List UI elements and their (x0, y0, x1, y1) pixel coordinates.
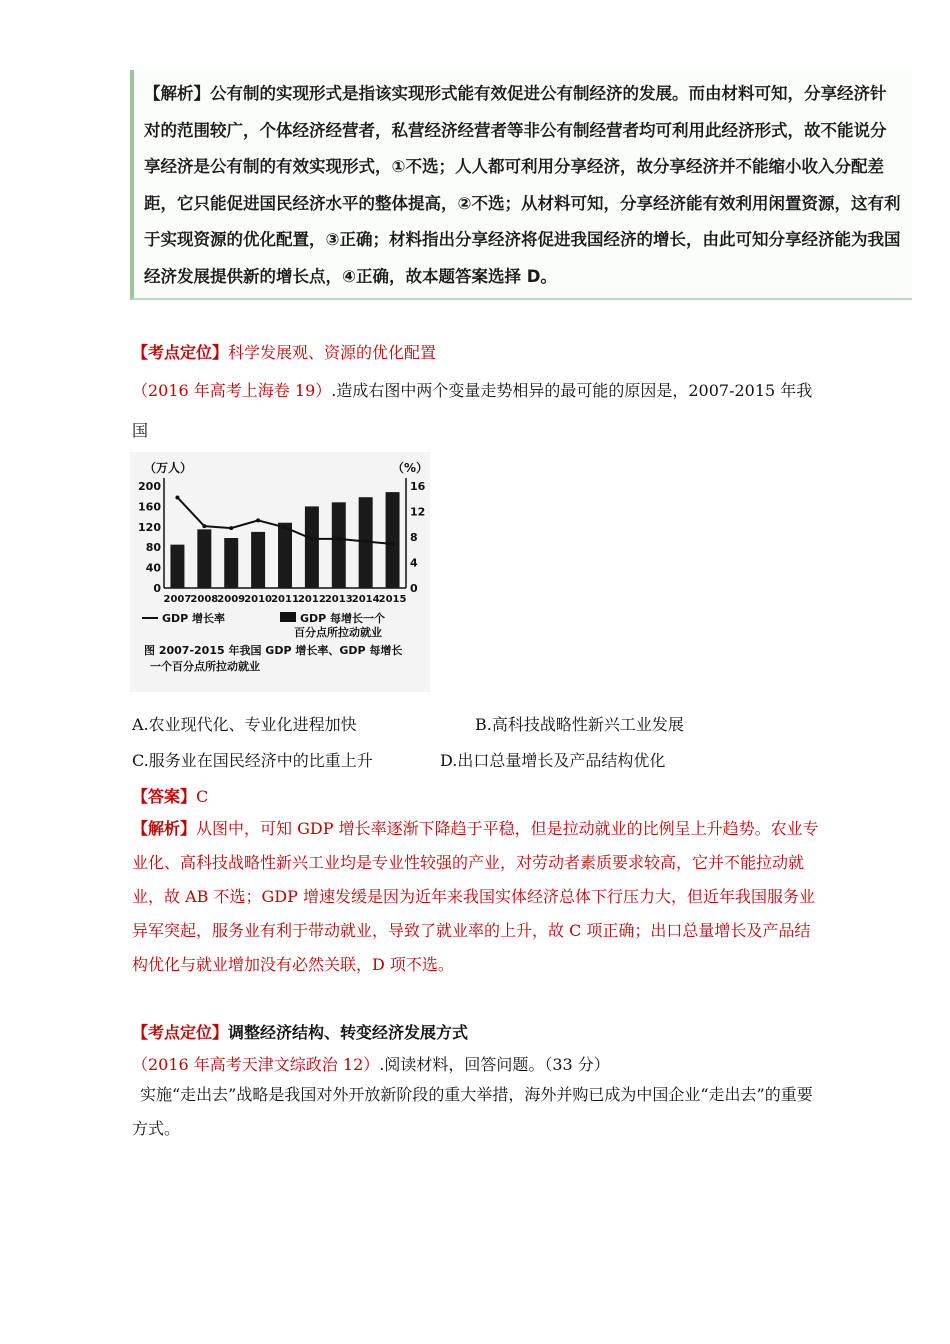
gdp-point-2008 (202, 524, 206, 528)
gdp-point-2007 (175, 495, 179, 499)
question-2-stem (132, 1052, 610, 1075)
chart-caption-1: 图 2007-2015 年我国 GDP 增长率、GDP 每增长 (144, 644, 403, 657)
kaodian-text: 科学发展观、资源的优化配置 (228, 343, 437, 362)
analysis-text: 从图中，可知 GDP 增长率逐渐下降趋于平稳，但是拉动就业的比例呈上升趋势。农业专业化、高科技战略性新兴工业均是专业性较强的产业，对劳动者素质要求较高，它并不能拉动就业，故 AB 不选；GDP 增速发缓是因为近年来我国实体经济总体下行压力大，但近年我国服务业异军突起，服务业有利于带动就业，导致了就业率的上升，故 C 项正确；出口总量增长及产品结构优化与就业增加没有必然关联，D 项不选。 (132, 819, 819, 974)
left-tick-label: 120 (138, 520, 161, 534)
left-tick-label: 0 (153, 582, 161, 595)
gdp-point-2011 (283, 525, 287, 529)
bar-2012 (305, 506, 319, 588)
employment-gdp-chart (130, 452, 430, 692)
right-tick-label: 4 (410, 556, 418, 570)
right-tick-label: 16 (410, 480, 426, 493)
x-tick-label: 2008 (190, 594, 219, 605)
bar-2007 (170, 545, 184, 588)
left-tick-label: 40 (145, 561, 161, 575)
left-axis-unit: （万人） (144, 461, 193, 475)
legend-bar-label-2: 百分点所拉动就业 (294, 626, 382, 639)
gdp-point-2009 (229, 526, 233, 530)
x-tick-label: 2010 (244, 594, 273, 605)
right-tick-label: 12 (410, 505, 426, 519)
chart-svg (130, 452, 430, 692)
analysis-label: 【解析】 (132, 819, 197, 838)
answer-label: 【答案】 (132, 787, 197, 806)
legend-line-label: GDP 增长率 (162, 612, 226, 625)
kaodian-label: 【考点定位】 (132, 343, 229, 362)
chart-caption-2: 一个百分点所拉动就业 (150, 660, 260, 673)
kaodian-1 (132, 340, 436, 363)
gdp-point-2014 (364, 539, 368, 543)
question-1-stem-line2: 国 (132, 421, 149, 440)
question-stem: .阅读材料，回答问题。（33 分） (379, 1055, 610, 1074)
answer-value: C (196, 787, 209, 806)
x-tick-label: 2012 (297, 594, 326, 605)
right-axis-unit: （%） (392, 461, 429, 475)
bar-2011 (278, 523, 292, 588)
question-1-analysis (132, 812, 822, 982)
question-2-material: 实施“走出去”战略是我国对外开放新阶段的重大举措，海外并购已成为中国企业“走出去”的重要方式。 (132, 1085, 813, 1138)
x-tick-label: 2015 (378, 594, 407, 605)
right-tick-label: 8 (410, 531, 418, 544)
x-tick-label: 2011 (271, 594, 299, 605)
legend-bar-swatch (280, 612, 296, 622)
x-tick-label: 2007 (163, 594, 192, 605)
analysis-label: 【解析】 (144, 84, 210, 103)
bar-2013 (332, 502, 346, 588)
kaodian-label: 【考点定位】 (132, 1023, 229, 1042)
gdp-point-2010 (256, 518, 260, 522)
x-tick-label: 2013 (324, 594, 353, 605)
option-b: B.高科技战略性新兴工业发展 (475, 715, 684, 734)
bar-2008 (197, 529, 211, 588)
gdp-point-2012 (310, 537, 314, 541)
option-d: D.出口总量增长及产品结构优化 (440, 751, 666, 770)
kaodian-text: 调整经济结构、转变经济发展方式 (228, 1023, 469, 1042)
bar-2009 (224, 538, 238, 588)
x-tick-label: 2014 (351, 594, 380, 605)
left-tick-label: 200 (138, 480, 161, 493)
answer-line (132, 784, 208, 807)
gdp-point-2015 (391, 542, 395, 546)
left-tick-label: 160 (138, 500, 161, 514)
previous-analysis-box (130, 70, 912, 300)
x-tick-label: 2009 (217, 594, 246, 605)
question-1-stem (132, 378, 812, 401)
kaodian-2 (132, 1020, 468, 1043)
legend-bar-label-1: GDP 每增长一个 (300, 612, 386, 625)
left-tick-label: 80 (145, 541, 161, 555)
question-stem-line1: .造成右图中两个变量走势相异的最可能的原因是，2007-2015 年我 (331, 381, 813, 400)
bar-2010 (251, 532, 265, 588)
bar-2015 (386, 492, 400, 588)
gdp-point-2013 (337, 537, 341, 541)
option-a: A.农业现代化、专业化进程加快 (132, 715, 357, 734)
question-source: （2016 年高考天津文综政治 12） (132, 1055, 380, 1074)
right-tick-label: 0 (410, 582, 418, 595)
analysis-text: 公有制的实现形式是指该实现形式能有效促进公有制经济的发展。而由材料可知，分享经济针对的范围较广，个体经济经营者，私营经济经营者等非公有制经营者均可利用此经济形式，故不能说分享经济是公有制的有效实现形式，①不选；人人都可利用分享经济，故分享经济并不能缩小收入分配差距，它只能促进国民经济水平的整体提高，②不选；从材料可知，分享经济能有效利用闲置资源，这有利于实现资源的优化配置，③正确；材料指出分享经济将促进我国经济的增长，由此可知分享经济能为我国经济发展提供新的增长点，④正确，故本题答案选择 D。 (144, 84, 901, 286)
question-source: （2016 年高考上海卷 19） (132, 381, 332, 400)
option-c: C.服务业在国民经济中的比重上升 (132, 751, 373, 770)
